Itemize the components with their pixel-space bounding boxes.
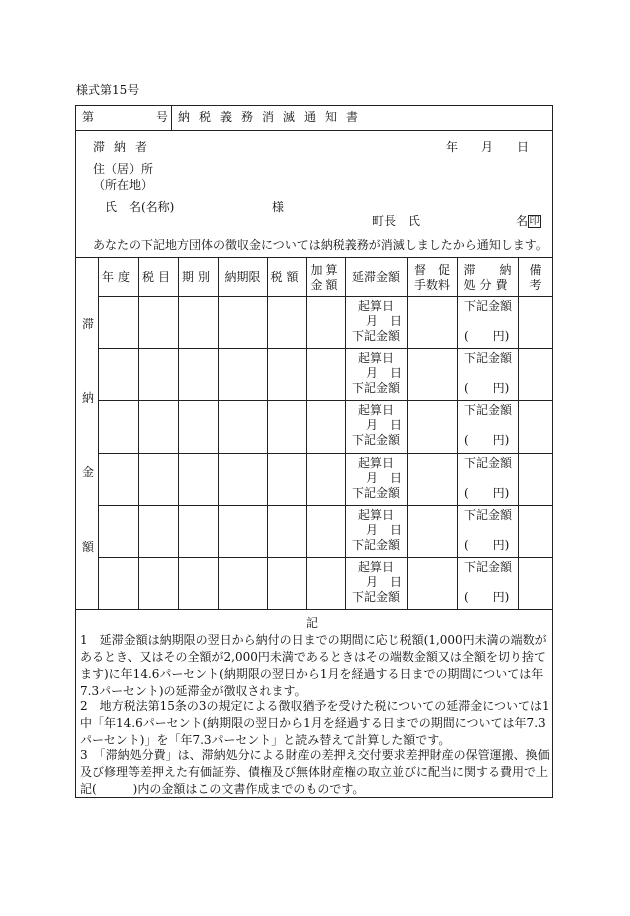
number-prefix: 第 <box>82 110 109 124</box>
late-fee-month-day: 月 日 <box>366 575 403 589</box>
table-col-line-reminder <box>457 257 458 609</box>
table-bottom-line <box>75 609 553 610</box>
disposal-amount-yen: ( 円) <box>464 486 510 500</box>
col-header-deadline: 納期限 <box>224 270 261 284</box>
late-fee-start-label: 起算日 <box>358 351 395 365</box>
table-row-line-3 <box>98 453 553 454</box>
number-suffix: 号 <box>156 110 169 124</box>
late-fee-amount-label: 下記金額 <box>352 486 401 500</box>
col-header-remarks-1: 備 <box>529 263 542 277</box>
document-title: 納税義務消滅通知書 <box>178 110 368 124</box>
location-label: （所在地） <box>93 178 154 192</box>
late-fee-start-label: 起算日 <box>358 299 395 313</box>
disposal-amount-label: 下記金額 <box>464 351 513 365</box>
late-fee-month-day: 月 日 <box>366 366 403 380</box>
table-col-line-disposal <box>518 257 519 609</box>
late-fee-start-label: 起算日 <box>358 508 395 522</box>
late-fee-month-day: 月 日 <box>366 523 403 537</box>
note-item-3: 3 「滞納処分費」は、滞納処分による財産の差押え交付要求差押財産の保管運搬、換価及び修理等差押えた有価証券、債権及び無体財産権の取立並びに配当に関する費用で上記( )内の金額はこの文書作成までのものです。 <box>80 748 550 796</box>
table-row-line-2 <box>98 400 553 401</box>
col-header-additional-2: 金額 <box>310 278 341 292</box>
late-fee-amount-label: 下記金額 <box>352 538 401 552</box>
col-header-tax-item: 税目 <box>141 270 174 284</box>
table-row-line-4 <box>98 505 553 506</box>
late-fee-amount-label: 下記金額 <box>352 590 401 604</box>
mayor-name-suffix: 名 <box>516 214 529 228</box>
date-day-label: 日 <box>517 140 530 154</box>
table-header-bottom-line <box>98 296 553 297</box>
side-label-char-1: 滞 <box>82 317 95 331</box>
disposal-amount-label: 下記金額 <box>464 508 513 522</box>
col-header-additional-1: 加算 <box>310 263 341 277</box>
table-col-line-deadline <box>267 257 268 609</box>
late-fee-month-day: 月 日 <box>366 418 403 432</box>
notes-heading: 記 <box>306 616 319 630</box>
late-fee-amount-label: 下記金額 <box>352 433 401 447</box>
late-fee-amount-label: 下記金額 <box>352 381 401 395</box>
col-header-disposal-1: 滞 納 <box>463 263 512 277</box>
side-label-char-3: 金 <box>82 465 95 479</box>
col-header-year: 年度 <box>101 270 134 284</box>
side-label-char-4: 額 <box>82 540 95 554</box>
seal-mark: 印 <box>529 216 540 227</box>
late-fee-start-label: 起算日 <box>358 456 395 470</box>
late-fee-month-day: 月 日 <box>366 314 403 328</box>
note-item-2: 2 地方税法第15条の3の規定による徴収猶予を受けた税についての延滞金については1中「年14.6パーセント(納期限の翌日から1月を経過する日までの期間については年7.3パーセント)」を「年7.3パーセント」と読み替えて計算した額です。 <box>80 699 550 747</box>
header-number-divider <box>171 105 172 130</box>
late-fee-month-day: 月 日 <box>366 471 403 485</box>
note-item-1: 1 延滞金額は納期限の翌日から納付の日までの期間に応じ税額(1,000円未満の端数があるとき、又はその全額が2,000円未満であるときはその端数金額又は全額を切り捨てます)に年14.6パーセント(納期限の翌日から1月を経過する日までの期間については年7.3パーセント)の延滞金が徴収されます。 <box>80 633 547 698</box>
col-header-tax-amount: 税額 <box>270 270 303 284</box>
table-row-line-5 <box>98 557 553 558</box>
col-header-reminder-1: 督 促 <box>413 263 450 277</box>
disposal-amount-yen: ( 円) <box>464 590 510 604</box>
col-header-reminder-2: 手数料 <box>413 278 450 292</box>
disposal-amount-label: 下記金額 <box>464 403 513 417</box>
late-fee-start-label: 起算日 <box>358 560 395 574</box>
col-header-period: 期別 <box>181 270 214 284</box>
col-header-disposal-2: 処分費 <box>463 278 512 292</box>
side-label-char-2: 納 <box>82 391 95 405</box>
col-header-late-fee: 延滞金額 <box>351 270 400 284</box>
late-fee-start-label: 起算日 <box>358 403 395 417</box>
col-header-remarks-2: 考 <box>529 278 542 292</box>
table-row-line-1 <box>98 348 553 349</box>
table-top-line <box>75 257 553 258</box>
form-number-label: 様式第15号 <box>76 83 140 97</box>
mayor-label: 町長 氏 <box>372 214 421 228</box>
table-col-line-period <box>218 257 219 609</box>
name-label: 氏 名(名称) <box>105 200 175 214</box>
delinquent-label: 滞納者 <box>93 140 157 154</box>
disposal-amount-yen: ( 円) <box>464 433 510 447</box>
disposal-amount-yen: ( 円) <box>464 381 510 395</box>
table-col-line-latefee <box>407 257 408 609</box>
honorific-label: 様 <box>272 200 285 214</box>
table-col-line-year <box>138 257 139 609</box>
disposal-amount-label: 下記金額 <box>464 560 513 574</box>
notice-text: あなたの下記地方団体の徴収金については納税義務が消滅しましたから通知します。 <box>93 238 548 252</box>
disposal-amount-label: 下記金額 <box>464 456 513 470</box>
date-month-label: 月 <box>481 140 494 154</box>
table-col-line-additional <box>345 257 346 609</box>
disposal-amount-yen: ( 円) <box>464 329 510 343</box>
table-col-line-side <box>98 257 99 609</box>
table-col-line-taxitem <box>178 257 179 609</box>
date-year-label: 年 <box>446 140 459 154</box>
address-label: 住（居）所 <box>93 162 154 176</box>
table-col-line-taxamount <box>306 257 307 609</box>
disposal-amount-label: 下記金額 <box>464 299 513 313</box>
disposal-amount-yen: ( 円) <box>464 538 510 552</box>
header-divider <box>75 130 553 131</box>
late-fee-amount-label: 下記金額 <box>352 329 401 343</box>
